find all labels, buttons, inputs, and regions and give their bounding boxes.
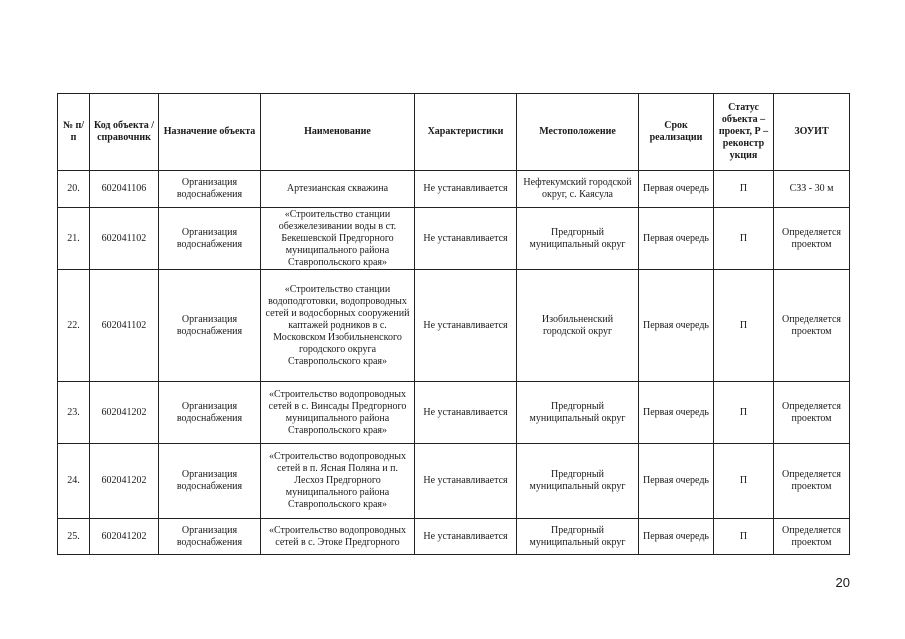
cell-code: 602041106 xyxy=(90,171,159,208)
cell-code: 602041102 xyxy=(90,270,159,382)
facilities-table xyxy=(57,93,850,555)
cell-status: П xyxy=(714,208,774,270)
cell-code: 602041102 xyxy=(90,208,159,270)
cell-code: 602041202 xyxy=(90,382,159,444)
cell-number: 23. xyxy=(58,382,90,444)
cell-term: Первая очередь xyxy=(639,270,714,382)
header-status: Статус объекта – проект, Р – реконстр укция xyxy=(714,94,774,171)
table-row xyxy=(58,171,850,208)
cell-code: 602041202 xyxy=(90,519,159,555)
cell-characteristics: Не устанавливается xyxy=(415,270,517,382)
cell-characteristics: Не устанавливается xyxy=(415,208,517,270)
cell-characteristics: Не устанавливается xyxy=(415,171,517,208)
table-row xyxy=(58,444,850,519)
cell-name: Артезианская скважина xyxy=(261,171,415,208)
cell-zouit: Определяется проектом xyxy=(774,444,850,519)
cell-purpose: Организация водоснабжения xyxy=(159,171,261,208)
cell-number: 22. xyxy=(58,270,90,382)
cell-status: П xyxy=(714,171,774,208)
cell-name: «Строительство станции водоподготовки, водопроводных сетей и водосборных сооружений каптажей родников в с. Московском Изобильненского городского округа Ставропольского края» xyxy=(261,270,415,382)
cell-location: Нефтекумский городской округ, с. Каясула xyxy=(517,171,639,208)
header-zouit: ЗОУИТ xyxy=(774,94,850,171)
cell-number: 21. xyxy=(58,208,90,270)
table-row xyxy=(58,270,850,382)
cell-purpose: Организация водоснабжения xyxy=(159,270,261,382)
cell-term: Первая очередь xyxy=(639,519,714,555)
cell-status: П xyxy=(714,382,774,444)
header-number: № п/п xyxy=(58,94,90,171)
table-header-row xyxy=(58,94,850,171)
cell-characteristics: Не устанавливается xyxy=(415,444,517,519)
cell-number: 25. xyxy=(58,519,90,555)
cell-name: «Строительство водопроводных сетей в п. Ясная Поляна и п. Лесхоз Предгорного муниципального района Ставропольского края» xyxy=(261,444,415,519)
header-code: Код объекта / справочник xyxy=(90,94,159,171)
cell-zouit: СЗЗ - 30 м xyxy=(774,171,850,208)
cell-zouit: Определяется проектом xyxy=(774,270,850,382)
page-number: 20 xyxy=(835,575,850,590)
cell-status: П xyxy=(714,270,774,382)
cell-characteristics: Не устанавливается xyxy=(415,519,517,555)
cell-characteristics: Не устанавливается xyxy=(415,382,517,444)
cell-zouit: Определяется проектом xyxy=(774,519,850,555)
cell-zouit: Определяется проектом xyxy=(774,382,850,444)
cell-name: «Строительство водопроводных сетей в с. Этоке Предгорного xyxy=(261,519,415,555)
cell-purpose: Организация водоснабжения xyxy=(159,444,261,519)
cell-code: 602041202 xyxy=(90,444,159,519)
table-row xyxy=(58,519,850,555)
cell-location: Изобильненский городской округ xyxy=(517,270,639,382)
table-row xyxy=(58,382,850,444)
cell-zouit: Определяется проектом xyxy=(774,208,850,270)
cell-location: Предгорный муниципальный округ xyxy=(517,444,639,519)
header-term: Срок реализации xyxy=(639,94,714,171)
header-characteristics: Характеристики xyxy=(415,94,517,171)
cell-number: 24. xyxy=(58,444,90,519)
cell-status: П xyxy=(714,444,774,519)
header-purpose: Назначение объекта xyxy=(159,94,261,171)
header-name: Наименование xyxy=(261,94,415,171)
cell-term: Первая очередь xyxy=(639,444,714,519)
cell-term: Первая очередь xyxy=(639,171,714,208)
cell-purpose: Организация водоснабжения xyxy=(159,519,261,555)
cell-location: Предгорный муниципальный округ xyxy=(517,519,639,555)
cell-purpose: Организация водоснабжения xyxy=(159,208,261,270)
cell-term: Первая очередь xyxy=(639,382,714,444)
cell-name: «Строительство станции обезжелезивании воды в ст. Бекешевской Предгорного муниципального района Ставропольского края» xyxy=(261,208,415,270)
cell-name: «Строительство водопроводных сетей в с. Винсады Предгорного муниципального района Ставропольского края» xyxy=(261,382,415,444)
table-row xyxy=(58,208,850,270)
header-location: Местоположение xyxy=(517,94,639,171)
cell-purpose: Организация водоснабжения xyxy=(159,382,261,444)
cell-number: 20. xyxy=(58,171,90,208)
cell-term: Первая очередь xyxy=(639,208,714,270)
cell-location: Предгорный муниципальный округ xyxy=(517,208,639,270)
cell-location: Предгорный муниципальный округ xyxy=(517,382,639,444)
cell-status: П xyxy=(714,519,774,555)
